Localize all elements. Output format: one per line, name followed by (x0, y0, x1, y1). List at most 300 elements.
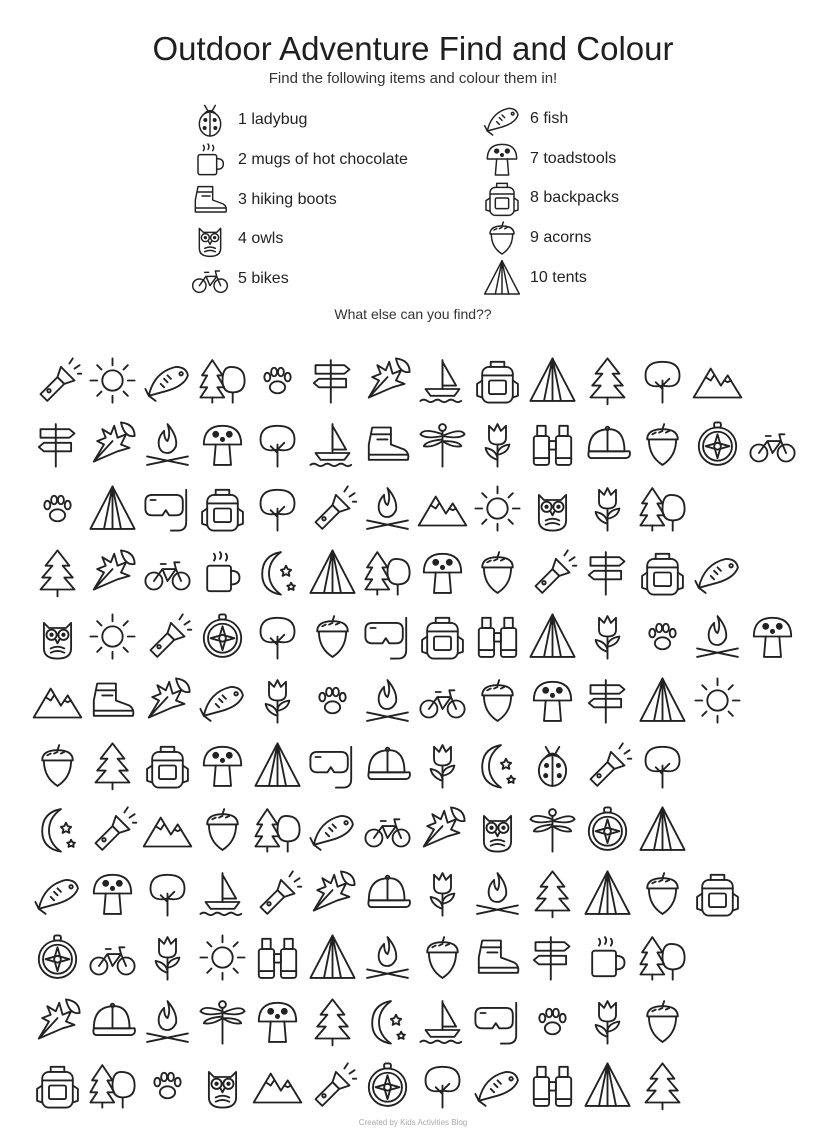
bike-icon (188, 259, 232, 299)
grid-cell[interactable] (195, 797, 250, 861)
grid-cell[interactable] (250, 1054, 305, 1118)
grid-cell[interactable] (30, 669, 85, 733)
grid-cell[interactable] (360, 797, 415, 861)
tree-icon (637, 355, 688, 406)
toadstool-icon (747, 611, 798, 662)
grid-cell[interactable] (360, 605, 415, 669)
legend-label: 1 ladybug (238, 111, 308, 128)
grid-cell[interactable] (305, 733, 360, 797)
grid-cell[interactable] (470, 797, 525, 861)
grid-cell[interactable] (360, 669, 415, 733)
paw-icon (252, 355, 303, 406)
mountains-icon (142, 804, 193, 855)
grid-cell[interactable] (415, 797, 470, 861)
campfire-icon (362, 675, 413, 726)
grid-cell[interactable] (360, 348, 415, 412)
cap-icon (362, 740, 413, 791)
fish-icon (197, 675, 248, 726)
legend-label: 6 fish (530, 110, 569, 127)
toadstool-icon (480, 139, 524, 179)
acorn-icon (32, 740, 83, 791)
grid-cell[interactable] (195, 540, 250, 604)
grid-cell[interactable] (470, 669, 525, 733)
grid-cell[interactable] (30, 348, 85, 412)
grid-cell[interactable] (580, 540, 635, 604)
grid-cell[interactable] (305, 1054, 360, 1118)
grid-cell[interactable] (360, 540, 415, 604)
tent-icon (307, 547, 358, 598)
grid-cell[interactable] (580, 412, 635, 476)
grid-cell[interactable] (580, 990, 635, 1054)
grid-cell[interactable] (195, 1054, 250, 1118)
grid-cell[interactable] (30, 861, 85, 925)
grid-cell[interactable] (690, 412, 745, 476)
campfire-icon (472, 868, 523, 919)
page-title: Outdoor Adventure Find and Colour (152, 30, 674, 67)
acorn-icon (480, 218, 524, 258)
mountains-icon (252, 1060, 303, 1111)
grid-cell-empty (745, 1054, 800, 1118)
tent-icon (87, 483, 138, 534)
grid-cell[interactable] (30, 925, 85, 989)
grid-cell[interactable] (635, 669, 690, 733)
grid-cell[interactable] (250, 925, 305, 989)
grid-cell-empty (690, 733, 745, 797)
legend-item (188, 142, 408, 178)
flashlight-icon (87, 804, 138, 855)
dragonfly-icon (197, 996, 248, 1047)
grid-cell[interactable] (525, 990, 580, 1054)
grid-cell[interactable] (525, 861, 580, 925)
grid-cell[interactable] (305, 797, 360, 861)
trees-icon (362, 547, 413, 598)
pine-icon (307, 996, 358, 1047)
grid-cell[interactable] (250, 861, 305, 925)
cap-icon (362, 868, 413, 919)
signpost-icon (527, 932, 578, 983)
grid-cell[interactable] (745, 605, 800, 669)
grid-cell[interactable] (305, 669, 360, 733)
grid-cell[interactable] (250, 797, 305, 861)
grid-cell[interactable] (635, 605, 690, 669)
grid-cell[interactable] (250, 669, 305, 733)
grid-cell[interactable] (635, 990, 690, 1054)
grid-cell[interactable] (525, 797, 580, 861)
trees-icon (637, 483, 688, 534)
grid-cell[interactable] (140, 540, 195, 604)
grid-cell[interactable] (140, 669, 195, 733)
fish-icon (32, 868, 83, 919)
grid-cell[interactable] (525, 733, 580, 797)
campfire-icon (692, 611, 743, 662)
tree-icon (417, 1060, 468, 1111)
compass-icon (362, 1060, 413, 1111)
legend-label: 4 owls (238, 230, 284, 247)
grid-cell[interactable] (580, 1054, 635, 1118)
grid-cell[interactable] (525, 540, 580, 604)
binoculars-icon (472, 611, 523, 662)
grid-cell[interactable] (195, 412, 250, 476)
legend-item (480, 141, 616, 177)
tree-icon (252, 611, 303, 662)
flashlight-icon (582, 740, 633, 791)
trees-icon (637, 932, 688, 983)
grid-cell-empty (745, 990, 800, 1054)
flashlight-icon (307, 483, 358, 534)
grid-cell[interactable] (195, 733, 250, 797)
grid-cell[interactable] (305, 476, 360, 540)
grid-cell[interactable] (305, 605, 360, 669)
grid-cell-empty (745, 797, 800, 861)
grid-cell[interactable] (140, 476, 195, 540)
grid-cell[interactable] (305, 348, 360, 412)
grid-cell[interactable] (85, 540, 140, 604)
tree-icon (637, 740, 688, 791)
compass-icon (692, 419, 743, 470)
sailboat-icon (197, 868, 248, 919)
acorn-icon (307, 611, 358, 662)
grid-cell[interactable] (470, 412, 525, 476)
grid-cell[interactable] (525, 1054, 580, 1118)
grid-cell[interactable] (470, 733, 525, 797)
grid-cell[interactable] (525, 925, 580, 989)
grid-cell[interactable] (195, 990, 250, 1054)
bike-icon (142, 547, 193, 598)
puzzle-grid (30, 348, 800, 1118)
legend-label: 3 hiking boots (238, 191, 337, 208)
grid-cell[interactable] (470, 1054, 525, 1118)
sun-icon (472, 483, 523, 534)
dragonfly-icon (527, 804, 578, 855)
flashlight-icon (142, 611, 193, 662)
grid-cell[interactable] (580, 348, 635, 412)
dragonfly-icon (417, 419, 468, 470)
pine-icon (637, 1060, 688, 1111)
grid-cell[interactable] (195, 861, 250, 925)
pine-icon (32, 547, 83, 598)
grid-cell[interactable] (635, 861, 690, 925)
grid-cell[interactable] (415, 540, 470, 604)
grid-cell[interactable] (470, 476, 525, 540)
grid-cell[interactable] (415, 476, 470, 540)
owl-icon (472, 804, 523, 855)
paw-icon (32, 483, 83, 534)
grid-cell[interactable] (470, 925, 525, 989)
grid-cell[interactable] (140, 733, 195, 797)
grid-cell[interactable] (470, 348, 525, 412)
grid-cell[interactable] (580, 861, 635, 925)
grid-cell[interactable] (470, 990, 525, 1054)
page-subtitle: Find the following items and colour them in! (268, 70, 558, 87)
grid-cell[interactable] (635, 348, 690, 412)
grid-cell-empty (745, 348, 800, 412)
grid-cell[interactable] (305, 861, 360, 925)
grid-cell[interactable] (415, 348, 470, 412)
grid-cell[interactable] (195, 669, 250, 733)
grid-cell[interactable] (360, 412, 415, 476)
grid-cell[interactable] (580, 733, 635, 797)
grid-cell[interactable] (250, 605, 305, 669)
grid-cell[interactable] (140, 861, 195, 925)
grid-cell[interactable] (635, 797, 690, 861)
grid-cell[interactable] (415, 925, 470, 989)
grid-cell[interactable] (415, 733, 470, 797)
grid-cell-empty (690, 990, 745, 1054)
grid-cell[interactable] (30, 1054, 85, 1118)
boot-icon (362, 419, 413, 470)
bike-icon (747, 419, 798, 470)
tulip-icon (417, 740, 468, 791)
campfire-icon (142, 996, 193, 1047)
compass-icon (197, 611, 248, 662)
grid-cell[interactable] (525, 348, 580, 412)
sailboat-icon (417, 996, 468, 1047)
grid-cell[interactable] (85, 861, 140, 925)
legend-item (480, 101, 568, 137)
acorn-icon (472, 675, 523, 726)
backpack-icon (637, 547, 688, 598)
grid-cell[interactable] (635, 412, 690, 476)
grid-cell-empty (745, 733, 800, 797)
legend-item (188, 261, 289, 297)
grid-cell[interactable] (85, 733, 140, 797)
sun-icon (197, 932, 248, 983)
toadstool-icon (527, 675, 578, 726)
grid-cell-empty (745, 540, 800, 604)
tent-icon (527, 355, 578, 406)
grid-cell[interactable] (195, 605, 250, 669)
pine-icon (87, 740, 138, 791)
flashlight-icon (32, 355, 83, 406)
legend-label: 5 bikes (238, 270, 289, 287)
grid-cell[interactable] (85, 476, 140, 540)
grid-cell[interactable] (360, 861, 415, 925)
legend-item (188, 182, 337, 218)
grid-cell[interactable] (525, 412, 580, 476)
grid-cell[interactable] (360, 476, 415, 540)
boot-icon (87, 675, 138, 726)
tent-icon (480, 258, 524, 298)
owl-icon (197, 1060, 248, 1111)
tent-icon (637, 804, 688, 855)
grid-cell-empty (745, 925, 800, 989)
trees-icon (87, 1060, 138, 1111)
grid-cell[interactable] (360, 733, 415, 797)
grid-cell[interactable] (250, 540, 305, 604)
grid-cell[interactable] (85, 348, 140, 412)
toadstool-icon (197, 740, 248, 791)
grid-cell[interactable] (415, 412, 470, 476)
grid-cell[interactable] (30, 733, 85, 797)
grid-cell[interactable] (415, 861, 470, 925)
snorkel-icon (142, 483, 193, 534)
grid-cell[interactable] (195, 925, 250, 989)
legend-item (480, 260, 587, 296)
legend-label: 2 mugs of hot chocolate (238, 151, 408, 168)
grid-cell[interactable] (30, 476, 85, 540)
moon-icon (252, 547, 303, 598)
grid-cell[interactable] (415, 669, 470, 733)
grid-cell[interactable] (305, 540, 360, 604)
leaves-icon (307, 868, 358, 919)
toadstool-icon (417, 547, 468, 598)
snorkel-icon (472, 996, 523, 1047)
tree-icon (252, 483, 303, 534)
trees-icon (252, 804, 303, 855)
grid-cell[interactable] (635, 925, 690, 989)
ladybug-icon (527, 740, 578, 791)
grid-cell[interactable] (140, 990, 195, 1054)
grid-cell[interactable] (690, 348, 745, 412)
leaves-icon (87, 419, 138, 470)
grid-cell[interactable] (140, 605, 195, 669)
snorkel-icon (362, 611, 413, 662)
acorn-icon (472, 547, 523, 598)
grid-cell[interactable] (580, 605, 635, 669)
fish-icon (142, 355, 193, 406)
fish-icon (692, 547, 743, 598)
grid-cell[interactable] (140, 348, 195, 412)
grid-cell[interactable] (140, 412, 195, 476)
grid-cell[interactable] (305, 990, 360, 1054)
grid-cell[interactable] (85, 990, 140, 1054)
grid-cell[interactable] (30, 412, 85, 476)
grid-cell[interactable] (30, 605, 85, 669)
backpack-icon (692, 868, 743, 919)
snorkel-icon (307, 740, 358, 791)
compass-icon (582, 804, 633, 855)
tree-icon (252, 419, 303, 470)
grid-cell[interactable] (85, 1054, 140, 1118)
grid-cell[interactable] (525, 669, 580, 733)
grid-cell[interactable] (85, 669, 140, 733)
grid-cell[interactable] (305, 925, 360, 989)
grid-cell[interactable] (360, 925, 415, 989)
cap-icon (87, 996, 138, 1047)
grid-cell[interactable] (30, 990, 85, 1054)
acorn-icon (637, 868, 688, 919)
grid-cell[interactable] (360, 1054, 415, 1118)
legend-item (480, 180, 619, 216)
leaves-icon (87, 547, 138, 598)
find-more-prompt: What else can you find?? (334, 306, 492, 322)
tent-icon (637, 675, 688, 726)
grid-cell-empty (690, 476, 745, 540)
grid-cell[interactable] (415, 990, 470, 1054)
grid-cell[interactable] (580, 669, 635, 733)
grid-cell[interactable] (140, 1054, 195, 1118)
grid-cell[interactable] (415, 1054, 470, 1118)
grid-cell[interactable] (470, 605, 525, 669)
owl-icon (527, 483, 578, 534)
grid-cell[interactable] (690, 669, 745, 733)
flashlight-icon (527, 547, 578, 598)
grid-cell[interactable] (470, 861, 525, 925)
grid-cell[interactable] (250, 733, 305, 797)
backpack-icon (417, 611, 468, 662)
grid-cell[interactable] (635, 1054, 690, 1118)
sun-icon (87, 355, 138, 406)
grid-cell[interactable] (690, 540, 745, 604)
grid-cell[interactable] (305, 412, 360, 476)
tent-icon (527, 611, 578, 662)
grid-cell[interactable] (745, 412, 800, 476)
tent-icon (307, 932, 358, 983)
legend-label: 9 acorns (530, 229, 592, 246)
grid-cell[interactable] (85, 605, 140, 669)
grid-cell[interactable] (470, 540, 525, 604)
owl-icon (32, 611, 83, 662)
grid-cell[interactable] (635, 476, 690, 540)
tulip-icon (582, 611, 633, 662)
legend-label: 8 backpacks (530, 189, 619, 206)
grid-cell[interactable] (690, 861, 745, 925)
grid-cell[interactable] (525, 476, 580, 540)
grid-cell[interactable] (85, 797, 140, 861)
grid-cell[interactable] (250, 476, 305, 540)
grid-cell[interactable] (85, 412, 140, 476)
boot-icon (188, 180, 232, 220)
grid-cell[interactable] (250, 990, 305, 1054)
grid-cell[interactable] (525, 605, 580, 669)
moon-icon (362, 996, 413, 1047)
tulip-icon (582, 996, 633, 1047)
grid-cell[interactable] (85, 925, 140, 989)
grid-cell[interactable] (195, 348, 250, 412)
toadstool-icon (252, 996, 303, 1047)
grid-cell[interactable] (580, 797, 635, 861)
pine-icon (527, 868, 578, 919)
grid-cell[interactable] (140, 797, 195, 861)
grid-cell[interactable] (580, 925, 635, 989)
moon-icon (472, 740, 523, 791)
grid-cell[interactable] (30, 540, 85, 604)
campfire-icon (142, 419, 193, 470)
signpost-icon (32, 419, 83, 470)
grid-cell[interactable] (140, 925, 195, 989)
tulip-icon (472, 419, 523, 470)
legend-item (188, 221, 283, 257)
backpack-icon (480, 178, 524, 218)
grid-cell-empty (745, 861, 800, 925)
legend-label: 7 toadstools (530, 150, 617, 167)
tent-icon (582, 868, 633, 919)
grid-cell[interactable] (580, 476, 635, 540)
grid-cell[interactable] (250, 412, 305, 476)
grid-cell[interactable] (250, 348, 305, 412)
tent-icon (582, 1060, 633, 1111)
legend-item (480, 220, 591, 256)
grid-cell[interactable] (415, 605, 470, 669)
grid-cell[interactable] (635, 733, 690, 797)
paw-icon (142, 1060, 193, 1111)
backpack-icon (197, 483, 248, 534)
sun-icon (87, 611, 138, 662)
mug-icon (582, 932, 633, 983)
boot-icon (472, 932, 523, 983)
grid-cell[interactable] (360, 990, 415, 1054)
pine-icon (582, 355, 633, 406)
leaves-icon (362, 355, 413, 406)
grid-cell[interactable] (635, 540, 690, 604)
grid-cell[interactable] (690, 605, 745, 669)
binoculars-icon (527, 1060, 578, 1111)
grid-cell[interactable] (195, 476, 250, 540)
sailboat-icon (417, 355, 468, 406)
paw-icon (637, 611, 688, 662)
campfire-icon (362, 932, 413, 983)
grid-cell[interactable] (30, 797, 85, 861)
